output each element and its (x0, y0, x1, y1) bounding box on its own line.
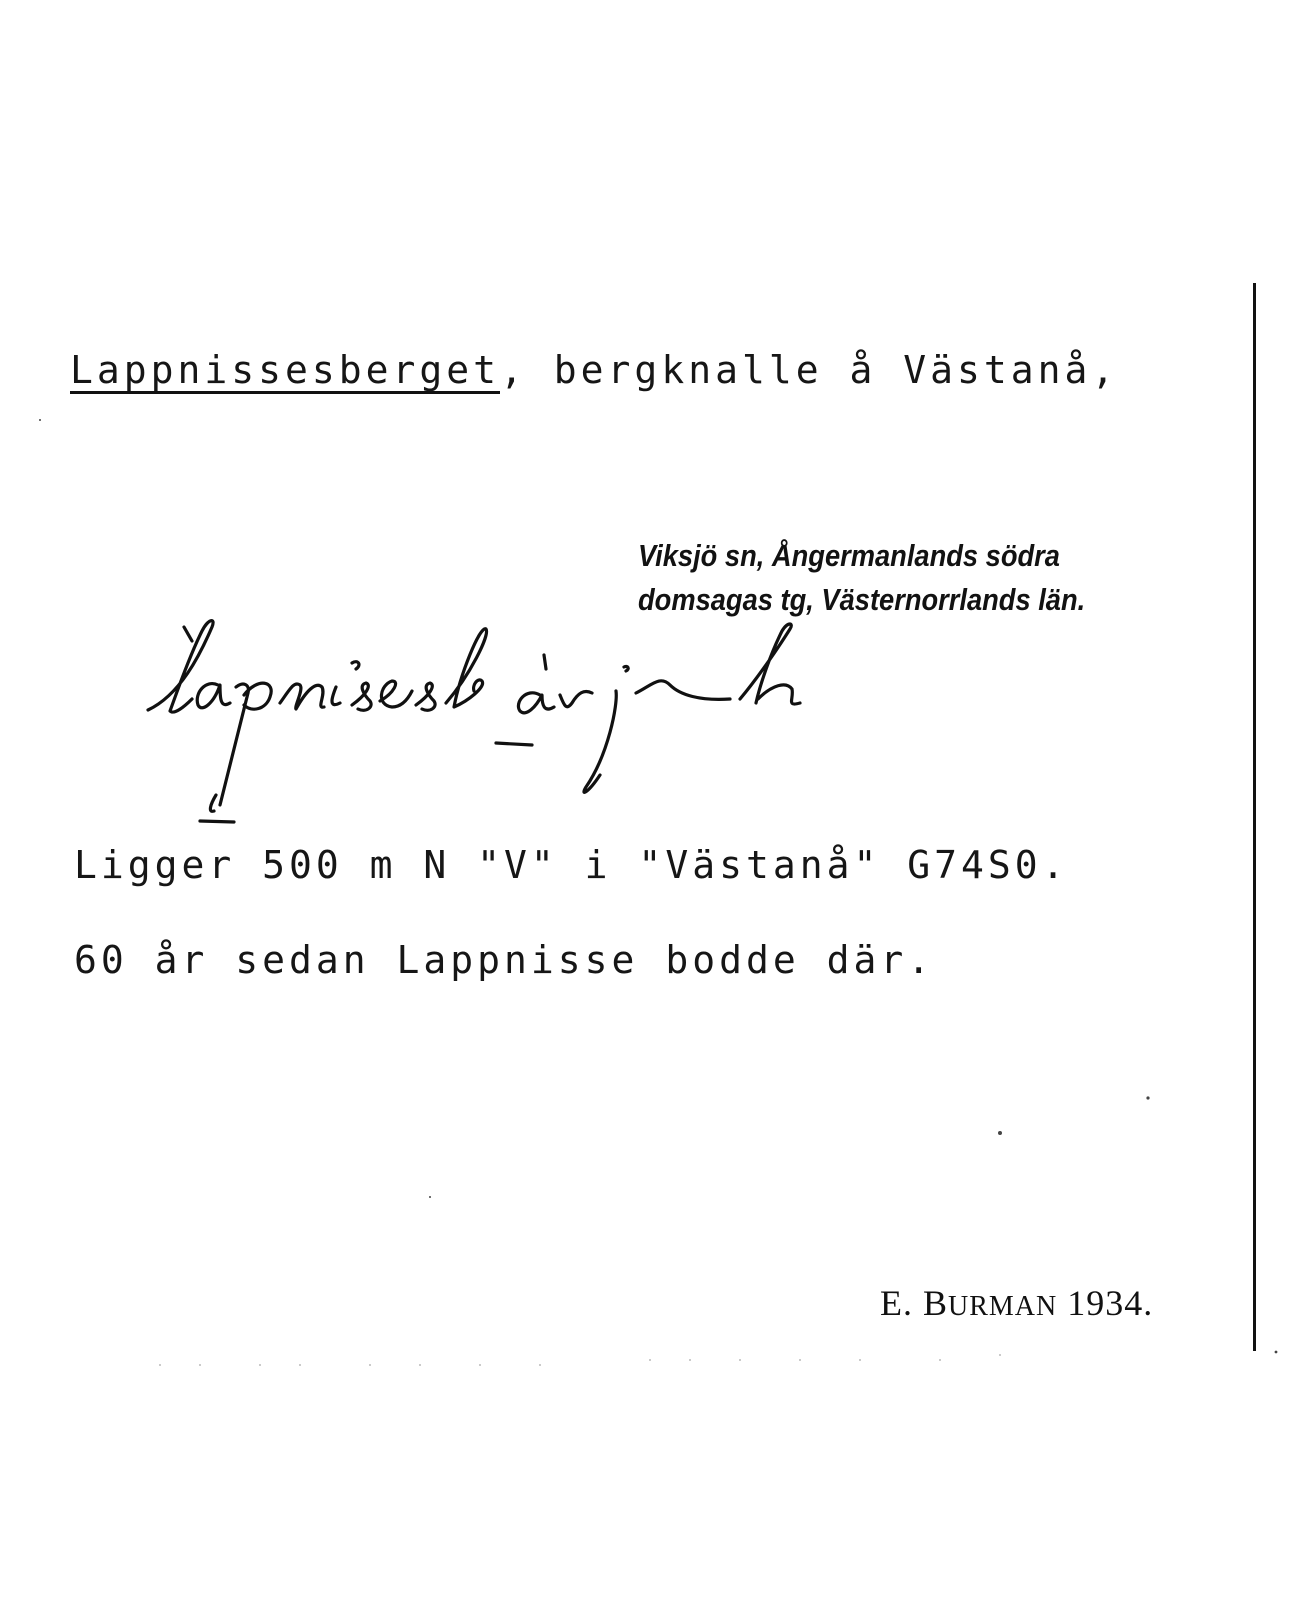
signature-year: 1934. (1067, 1283, 1154, 1323)
heading-line (70, 348, 1118, 394)
handwritten-dialect-form (140, 615, 1000, 825)
stamp-line-1: Viksjö sn, Ångermanlands södra (638, 538, 1060, 573)
signature-surname-rest: URMAN (948, 1291, 1058, 1322)
signature-initial: E. (880, 1283, 913, 1323)
heading-description: , bergknalle å Västanå, (500, 348, 1119, 392)
signature (880, 1282, 1153, 1324)
location-line: Ligger 500 m N "V" i "Västanå" G74S0. (74, 843, 1069, 887)
headword: Lappnissesberget (70, 348, 501, 392)
signature-surname-first: B (923, 1283, 949, 1323)
stamp-line-2: domsagas tg, Västernorrlands län. (638, 582, 1086, 617)
parish-stamp (638, 534, 1085, 622)
card-edge-line (1253, 283, 1256, 1351)
note-line: 60 år sedan Lappnisse bodde där. (74, 938, 935, 982)
